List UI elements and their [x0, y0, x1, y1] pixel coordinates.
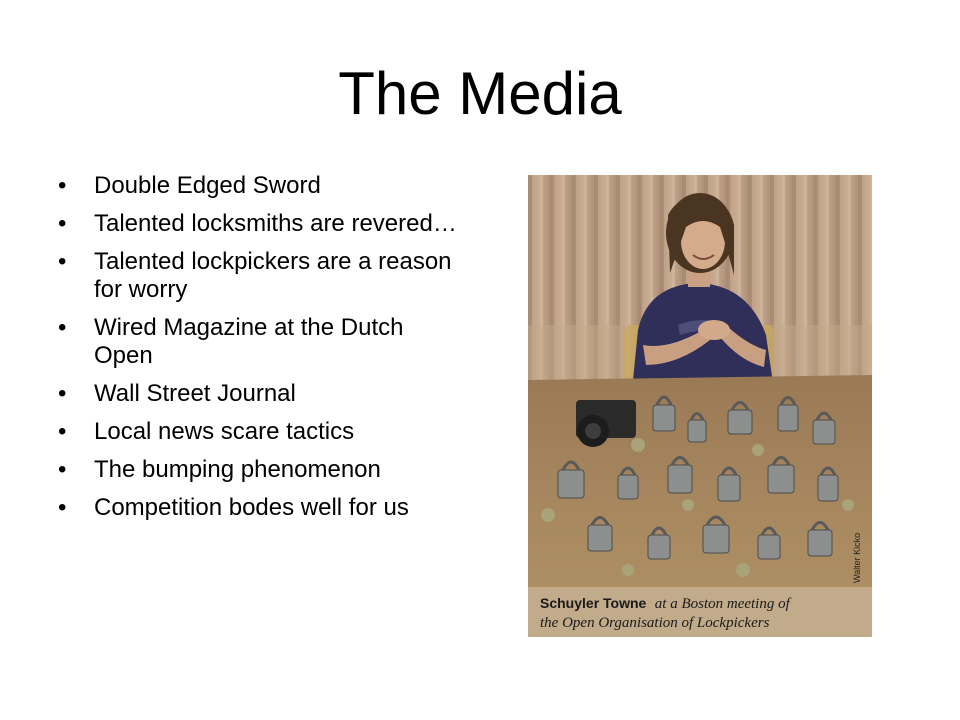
bullet-item: • Talented lockpickers are a reason for worry	[58, 248, 458, 304]
bullet-item: • Wired Magazine at the Dutch Open	[58, 314, 458, 370]
slide-title: The Media	[338, 60, 622, 127]
caption-name: Schuyler Towne	[540, 595, 647, 611]
bullet-item: • Local news scare tactics	[58, 418, 458, 446]
bullet-item: • Double Edged Sword	[58, 172, 458, 200]
bullet-item: • Talented locksmiths are revered…	[58, 210, 458, 238]
newspaper-photo	[528, 175, 872, 637]
caption-line-1: at a Boston meeting of	[654, 596, 790, 612]
photo-caption	[540, 595, 792, 612]
bullet-item: • Wall Street Journal	[58, 380, 458, 408]
bullet-item: • Competition bodes well for us	[58, 494, 458, 522]
photo-credit: Walter Kicko	[852, 532, 862, 583]
photo-illustration	[528, 175, 872, 637]
bullet-list	[58, 172, 458, 532]
bullet-item: • The bumping phenomenon	[58, 456, 458, 484]
caption-line-2: the Open Organisation of Lockpickers	[540, 615, 770, 631]
